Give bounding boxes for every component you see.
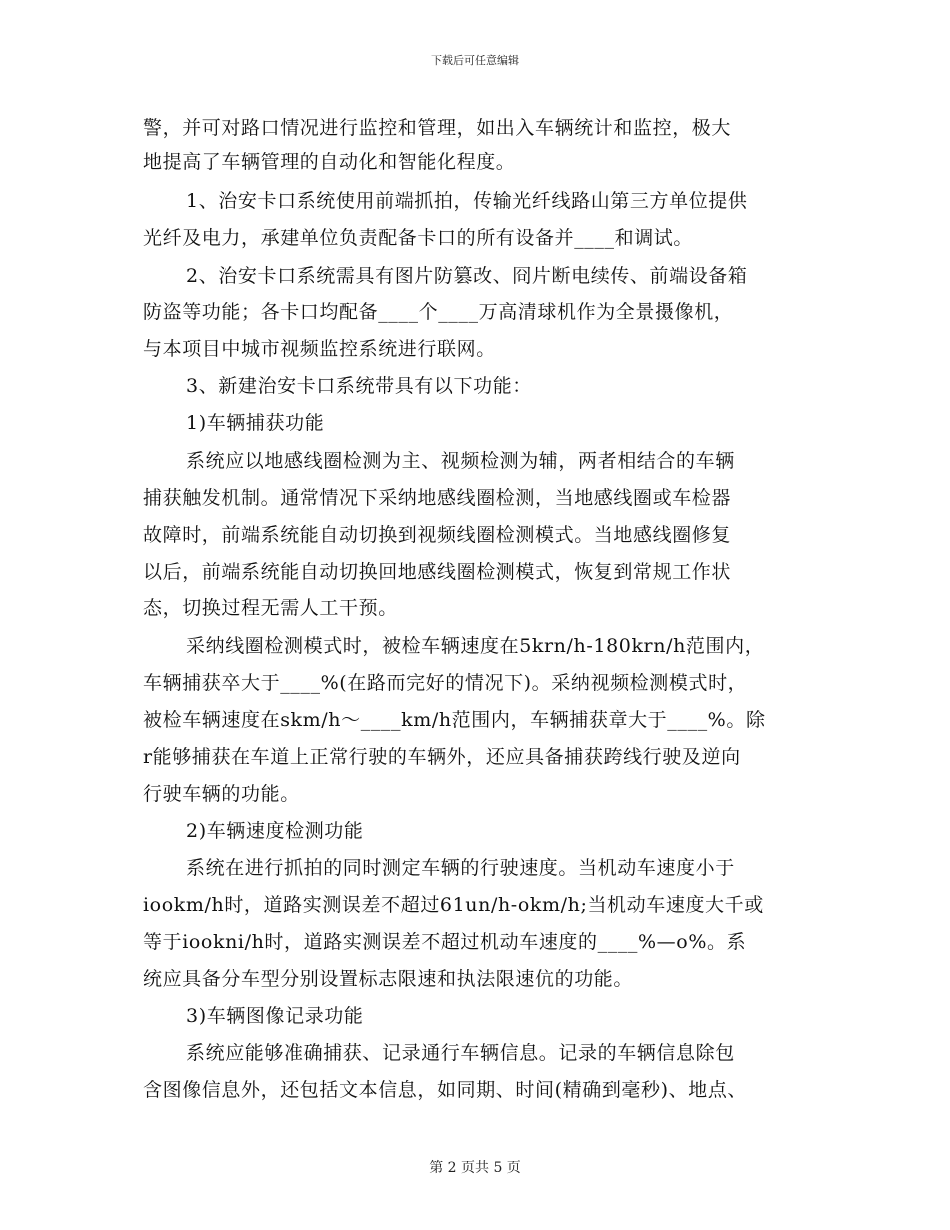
body-line: 系统应能够准确捕获、记录通行车辆信息。记录的车辆信息除包	[186, 1042, 735, 1064]
body-line: 系统在进行抓拍的同时测定车辆的行驶速度。当机动车速度小于	[186, 857, 735, 879]
body-line: 捕获触发机制。通常情况下采纳地感线圈检测，当地感线圈或车检器	[143, 487, 732, 509]
page-header: 下载后可任意编辑	[431, 54, 519, 67]
body-line: 统应具备分车型分别设置标志限速和执法限速伉的功能。	[143, 968, 634, 990]
body-line: 1、治安卡口系统使用前端抓拍，传输光纤线路山第三方单位提供	[186, 190, 748, 212]
body-line: 3)车辆图像记录功能	[186, 1005, 364, 1027]
body-line: 1)车辆捕获功能	[186, 412, 325, 434]
body-line: 等于iookni/h时，道路实测误差不超过机动车速度的____%—o%。系	[143, 931, 747, 953]
body-line: 地提高了车辆管理的自动化和智能化程度。	[143, 151, 516, 173]
body-line: 光纤及电力，承建单位负责配备卡口的所有设备并____和调试。	[143, 227, 694, 249]
body-line: 行驶车辆的功能。	[143, 783, 300, 805]
body-line: 3、新建治安卡口系统带具有以下功能：	[186, 375, 532, 397]
body-line: 以后，前端系统能自动切换回地感线圈检测模式，恢复到常规工作状	[143, 561, 732, 583]
body-line: iookm/h时，道路实测误差不超过61un/h-okm/h;当机动车速度大千或	[143, 894, 764, 916]
body-line: 含图像信息外，还包括文本信息，如同期、时间(精确到毫秒)、地点、	[143, 1079, 748, 1101]
body-line: 被检车辆速度在skm/h～____km/h范围内，车辆捕获章大于____%。除	[143, 709, 766, 731]
body-line: 防盗等功能；各卡口均配备____个____万高清球机作为全景摄像机，	[143, 301, 734, 323]
body-line: r能够捕获在车道上正常行驶的车辆外，还应具备捕获跨线行驶及逆向	[143, 746, 741, 768]
body-line: 与本项目中城市视频监控系统进行联网。	[143, 338, 496, 360]
page-footer: 第 2 页共 5 页	[429, 1160, 521, 1176]
body-line: 态，切换过程无需人工干预。	[143, 597, 398, 619]
body-line: 故障时，前端系统能自动切换到视频线圈检测模式。当地感线圈修复	[143, 524, 732, 546]
body-line: 采纳线圈检测模式时，被检车辆速度在5krn/h-180krn/h范围内，	[186, 635, 765, 657]
body-line: 警，并可对路口情况进行监控和管理，如出入车辆统计和监控，极大	[143, 117, 732, 139]
body-line: 系统应以地感线圈检测为主、视频检测为辅，两者相结合的车辆	[186, 450, 735, 472]
body-line: 车辆捕获卒大于____%(在路而完好的情况下)。采纳视频检测模式时，	[143, 672, 748, 694]
body-line: 2)车辆速度检测功能	[186, 820, 364, 842]
body-line: 2、治安卡口系统需具有图片防篡改、冏片断电续传、前端设备箱	[186, 265, 748, 287]
